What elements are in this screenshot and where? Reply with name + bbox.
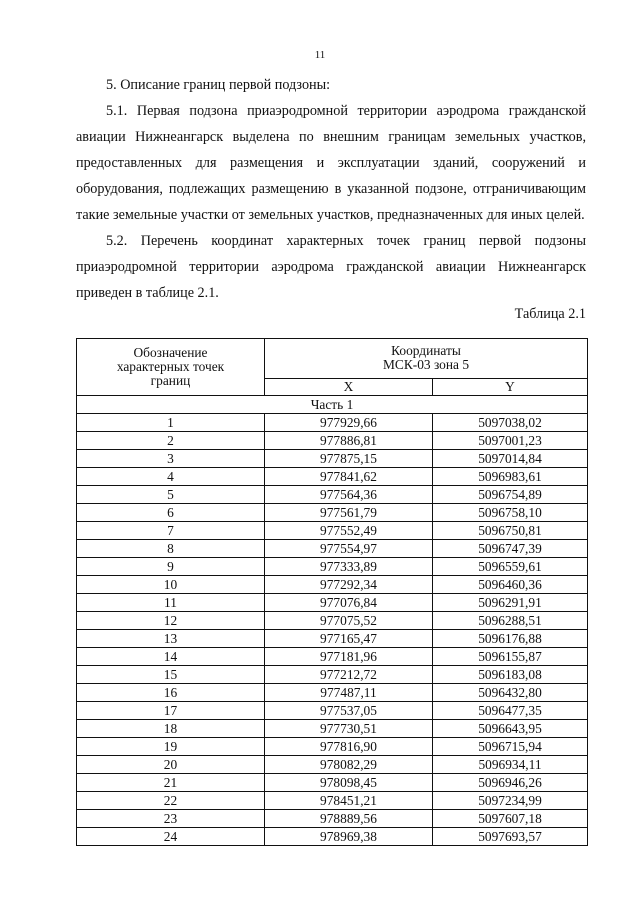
y-coordinate-cell: 5096747,39 [433, 540, 588, 558]
point-number-cell: 7 [77, 522, 265, 540]
header-coordinates [265, 339, 588, 379]
x-coordinate-cell: 978889,56 [265, 810, 433, 828]
table-row [77, 594, 588, 612]
x-coordinate-cell: 978098,45 [265, 774, 433, 792]
header-points [77, 339, 265, 396]
point-number-cell: 1 [77, 414, 265, 432]
x-coordinate-cell: 977929,66 [265, 414, 433, 432]
point-number-cell: 10 [77, 576, 265, 594]
header-points-label: Обозначение характерных точек границ [116, 345, 225, 388]
point-number-cell: 14 [77, 648, 265, 666]
point-number-cell: 8 [77, 540, 265, 558]
y-coordinate-cell: 5096754,89 [433, 486, 588, 504]
x-coordinate-cell: 977552,49 [265, 522, 433, 540]
point-number-cell: 5 [77, 486, 265, 504]
point-number-cell: 21 [77, 774, 265, 792]
x-coordinate-cell: 977537,05 [265, 702, 433, 720]
x-coordinate-cell: 977075,52 [265, 612, 433, 630]
table-row [77, 558, 588, 576]
y-coordinate-cell: 5096477,35 [433, 702, 588, 720]
point-number-cell: 18 [77, 720, 265, 738]
table-row [77, 720, 588, 738]
table-row [77, 612, 588, 630]
table-row [77, 666, 588, 684]
y-coordinate-cell: 5097234,99 [433, 792, 588, 810]
point-number-cell: 16 [77, 684, 265, 702]
x-coordinate-cell: 977333,89 [265, 558, 433, 576]
table-row [77, 684, 588, 702]
table-row [77, 468, 588, 486]
table-caption: Таблица 2.1 [514, 306, 586, 322]
x-coordinate-cell: 978969,38 [265, 828, 433, 846]
x-coordinate-cell: 977554,97 [265, 540, 433, 558]
y-coordinate-cell: 5096946,26 [433, 774, 588, 792]
y-coordinate-cell: 5096155,87 [433, 648, 588, 666]
x-coordinate-cell: 977487,11 [265, 684, 433, 702]
table-row [77, 414, 588, 432]
y-coordinate-cell: 5097001,23 [433, 432, 588, 450]
table-row [77, 432, 588, 450]
table-row [77, 630, 588, 648]
table-row [77, 792, 588, 810]
point-number-cell: 24 [77, 828, 265, 846]
x-coordinate-cell: 977561,79 [265, 504, 433, 522]
header-y: Y [433, 378, 588, 395]
y-coordinate-cell: 5096643,95 [433, 720, 588, 738]
point-number-cell: 3 [77, 450, 265, 468]
x-coordinate-cell: 978082,29 [265, 756, 433, 774]
table-row [77, 648, 588, 666]
point-number-cell: 19 [77, 738, 265, 756]
x-coordinate-cell: 977886,81 [265, 432, 433, 450]
paragraph-5-1: 5.1. Первая подзона приаэродромной территории аэродрома гражданской авиации Нижнеангарск выделена по внешним границам земельных участков, предоставленных для размещения и эксплуатации зданий, сооружений и оборудования, подлежащих размещению в указанной подзоне, отграничивающим такие земельные участки от земельных участков, предназначенных для иных целей. [76, 103, 586, 223]
x-coordinate-cell: 977165,47 [265, 630, 433, 648]
page-number: 11 [314, 49, 326, 61]
coordinates-table [76, 338, 588, 846]
x-coordinate-cell: 977564,36 [265, 486, 433, 504]
point-number-cell: 11 [77, 594, 265, 612]
y-coordinate-cell: 5096176,88 [433, 630, 588, 648]
table-row [77, 522, 588, 540]
table-row [77, 450, 588, 468]
point-number-cell: 20 [77, 756, 265, 774]
y-coordinate-cell: 5097693,57 [433, 828, 588, 846]
point-number-cell: 17 [77, 702, 265, 720]
y-coordinate-cell: 5096559,61 [433, 558, 588, 576]
y-coordinate-cell: 5096983,61 [433, 468, 588, 486]
table-row [77, 504, 588, 522]
x-coordinate-cell: 977730,51 [265, 720, 433, 738]
table-row [77, 576, 588, 594]
point-number-cell: 9 [77, 558, 265, 576]
x-coordinate-cell: 977292,34 [265, 576, 433, 594]
point-number-cell: 22 [77, 792, 265, 810]
paragraph-5-2: 5.2. Перечень координат характерных точек границ первой подзоны приаэродромной территории аэродрома гражданской авиации Нижнеангарск приведен в таблице 2.1. [76, 233, 586, 301]
y-coordinate-cell: 5096758,10 [433, 504, 588, 522]
section-heading: 5. Описание границ первой подзоны: [106, 77, 331, 93]
point-number-cell: 12 [77, 612, 265, 630]
header-x: X [265, 378, 433, 395]
part-label: Часть 1 [77, 396, 588, 414]
section-text [76, 72, 586, 306]
point-number-cell: 4 [77, 468, 265, 486]
y-coordinate-cell: 5096288,51 [433, 612, 588, 630]
x-coordinate-cell: 977841,62 [265, 468, 433, 486]
y-coordinate-cell: 5097014,84 [433, 450, 588, 468]
table-row [77, 810, 588, 828]
point-number-cell: 23 [77, 810, 265, 828]
table-row [77, 738, 588, 756]
table-row [77, 756, 588, 774]
y-coordinate-cell: 5096460,36 [433, 576, 588, 594]
table-row [77, 486, 588, 504]
y-coordinate-cell: 5096750,81 [433, 522, 588, 540]
y-coordinate-cell: 5097038,02 [433, 414, 588, 432]
header-coordinates-line2: МСК-03 зона 5 [382, 357, 470, 373]
table-row [77, 828, 588, 846]
y-coordinate-cell: 5096291,91 [433, 594, 588, 612]
table-row [77, 540, 588, 558]
y-coordinate-cell: 5097607,18 [433, 810, 588, 828]
point-number-cell: 15 [77, 666, 265, 684]
header-coordinates-line1: Координаты [391, 343, 461, 359]
x-coordinate-cell: 978451,21 [265, 792, 433, 810]
point-number-cell: 13 [77, 630, 265, 648]
y-coordinate-cell: 5096934,11 [433, 756, 588, 774]
y-coordinate-cell: 5096183,08 [433, 666, 588, 684]
x-coordinate-cell: 977076,84 [265, 594, 433, 612]
point-number-cell: 2 [77, 432, 265, 450]
table-row [77, 774, 588, 792]
x-coordinate-cell: 977875,15 [265, 450, 433, 468]
point-number-cell: 6 [77, 504, 265, 522]
table-row [77, 702, 588, 720]
x-coordinate-cell: 977181,96 [265, 648, 433, 666]
y-coordinate-cell: 5096432,80 [433, 684, 588, 702]
y-coordinate-cell: 5096715,94 [433, 738, 588, 756]
x-coordinate-cell: 977816,90 [265, 738, 433, 756]
x-coordinate-cell: 977212,72 [265, 666, 433, 684]
